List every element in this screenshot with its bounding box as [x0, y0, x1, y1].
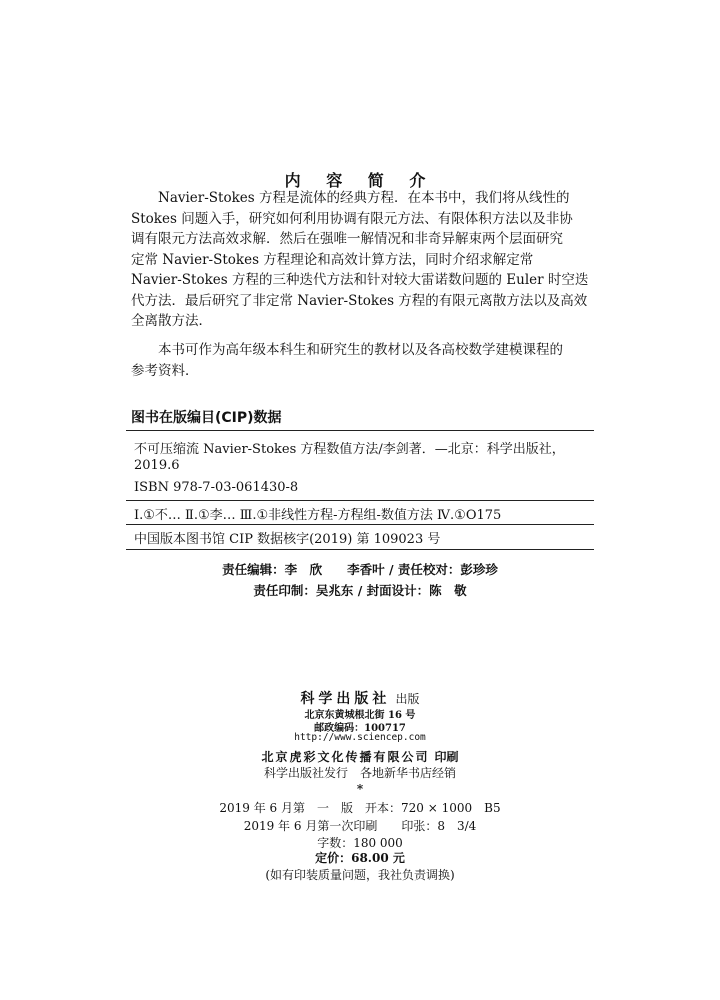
- publisher-address: 北京东黄城根北街 16 号: [304, 710, 416, 721]
- production-credits: 责任印制：吴兆东 / 封面设计：陈 敬: [253, 583, 467, 598]
- cip-rule-top: [126, 430, 594, 431]
- summary-line: 代方法．最后研究了非定常 Navier-Stokes 方程的有限元离散方法以及高效: [131, 292, 588, 309]
- word-count: 字数：180 000: [317, 836, 403, 850]
- publisher-suffix: 出版: [395, 692, 420, 706]
- summary-line: 全离散方法．: [131, 313, 212, 329]
- cip-rule: [126, 524, 594, 525]
- quality-notice: (如有印装质量问题，我社负责调换): [265, 868, 455, 882]
- distribution-line: 科学出版社发行 各地新华书店经销: [263, 766, 456, 780]
- summary-line: 本书可作为高年级本科生和研究生的教材以及各高校数学建模课程的: [158, 342, 563, 358]
- cip-isbn: ISBN 978-7-03-061430-8: [134, 480, 299, 495]
- price: 定价：68.00 元: [315, 851, 405, 865]
- summary-paragraph-1: [131, 188, 589, 332]
- summary-line: 参考资料．: [131, 362, 199, 379]
- cip-title-line: 不可压缩流 Navier-Stokes 方程数值方法/李剑著．—北京：科学出版社，: [134, 442, 565, 457]
- cip-classification: Ⅰ.①不… Ⅱ.①李… Ⅲ.①非线性方程-方程组-数值方法 Ⅳ.①O175: [134, 508, 502, 523]
- summary-paragraph-2: [131, 340, 589, 381]
- summary-line: Navier-Stokes 方程的三种迭代方法和针对较大雷诺数问题的 Euler 时空迭: [131, 272, 589, 288]
- publisher-url: http://www.sciencep.com: [294, 732, 426, 743]
- publisher-line: [0, 688, 720, 708]
- cip-rule-bottom: [126, 549, 594, 550]
- summary-line: Stokes 问题入手，研究如何利用协调有限元方法、有限体积方法以及非协: [131, 210, 573, 227]
- cip-rule: [126, 500, 594, 501]
- summary-line: 定常 Navier-Stokes 方程理论和高效计算方法，同时介绍求解定常: [131, 251, 534, 268]
- summary-title: 内 容 简 介: [284, 171, 436, 190]
- printing-line: 2019 年 6 月第一次印刷 印张：8 3/4: [243, 819, 477, 833]
- editor-credits: 责任编辑：李 欣 李香叶 / 责任校对：彭珍珍: [222, 562, 498, 577]
- publisher-postcode: 邮政编码：100717: [314, 723, 406, 734]
- printer-line: [0, 746, 720, 765]
- summary-line: 调有限元方法高效求解．然后在强唯一解情况和非奇异解束两个层面研究: [131, 231, 563, 247]
- separator-star: *: [356, 782, 364, 796]
- summary-line: Navier-Stokes 方程是流体的经典方程．在本书中，我们将从线性的: [158, 190, 570, 206]
- edition-line: 2019 年 6 月第 一 版 开本：720 × 1000 B5: [219, 801, 501, 815]
- printer-suffix: 印刷: [434, 750, 459, 764]
- printer-logo: 北京虎彩文化传播有限公司: [261, 750, 430, 764]
- cip-heading: 图书在版编目(CIP)数据: [131, 410, 282, 426]
- cip-record-number: 中国版本图书馆 CIP 数据核字(2019) 第 109023 号: [134, 532, 441, 547]
- cip-date-line: 2019.6: [134, 458, 180, 473]
- publisher-logo: 科学出版社: [300, 691, 391, 707]
